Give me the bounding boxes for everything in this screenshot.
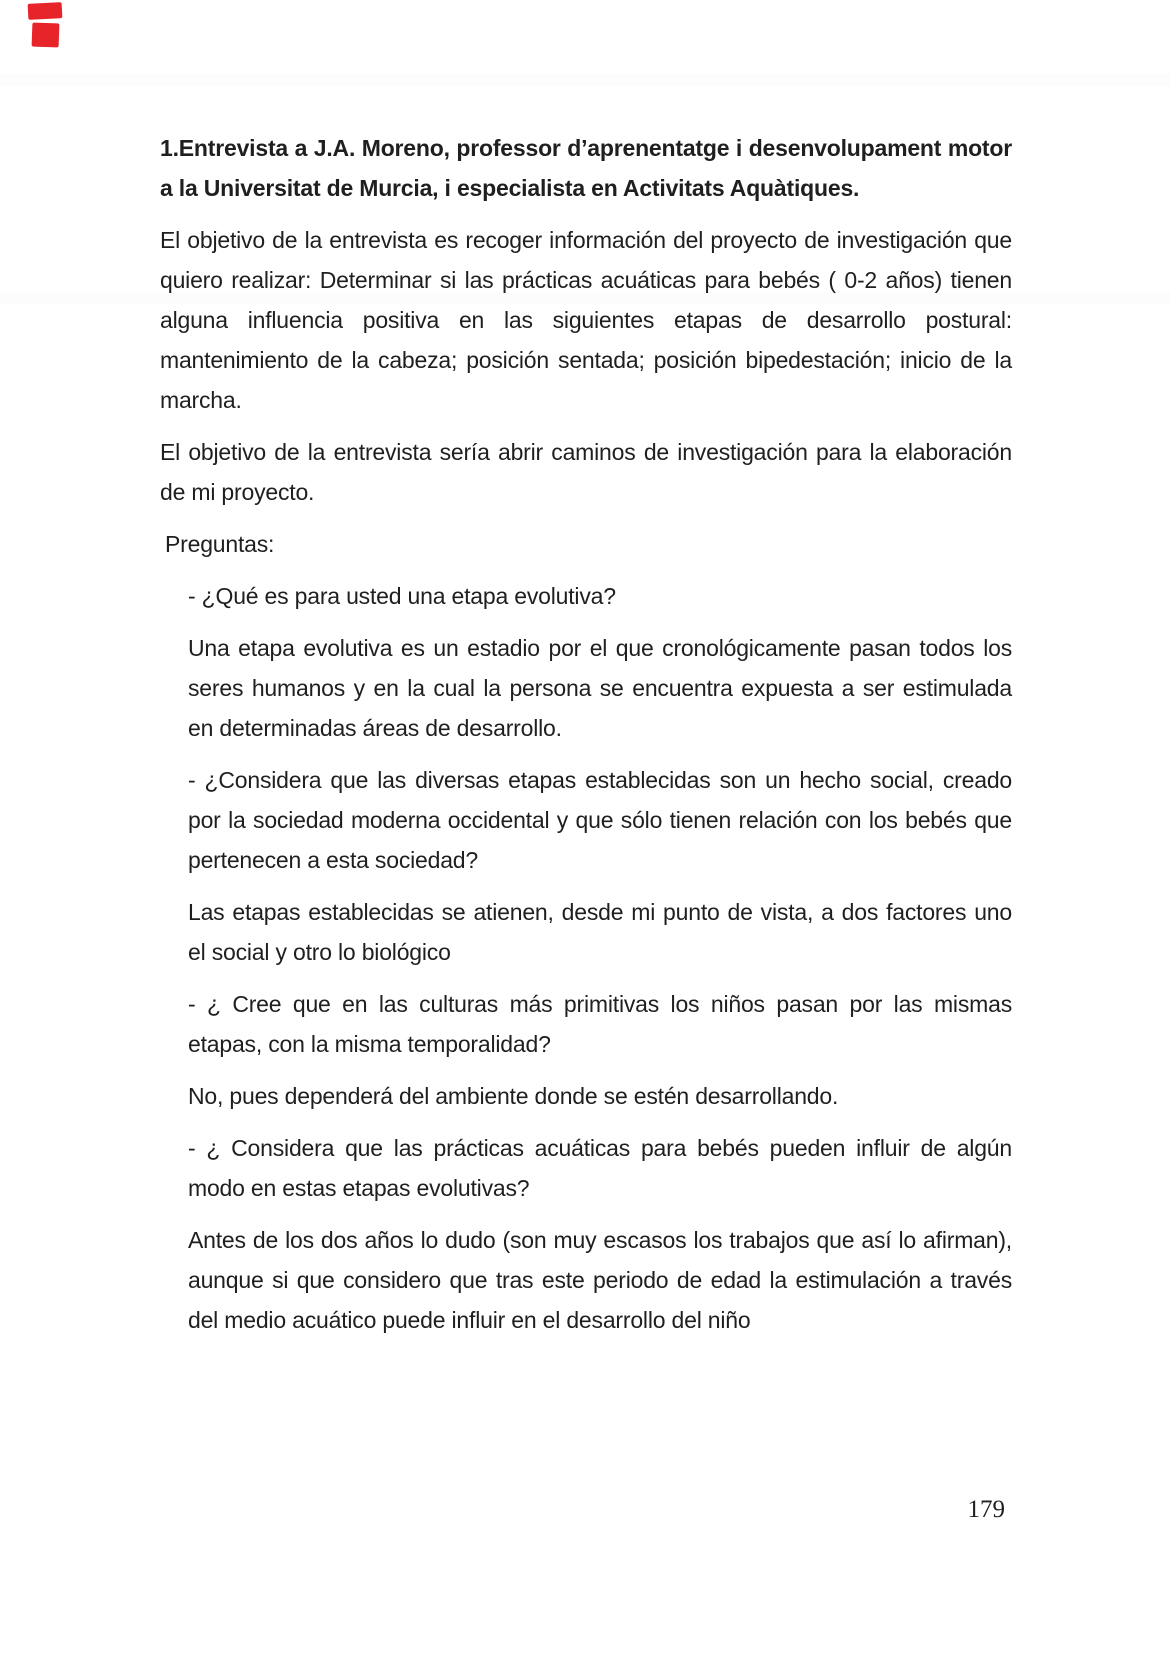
question-1: - ¿Qué es para usted una etapa evolutiva? bbox=[188, 583, 616, 609]
question-2: - ¿Considera que las diversas etapas establecidas son un hecho social, creado por la sociedad moderna occidental y que sólo tienen relación con los bebés que pertenecen a esta sociedad? bbox=[188, 767, 1012, 873]
answer-4: Antes de los dos años lo dudo (son muy escasos los trabajos que así lo afirman), aunque si que considero que tras este periodo de edad la estimulación a través del medio acuático puede influir en el desarrollo del niño bbox=[188, 1227, 1012, 1333]
red-pen-mark bbox=[28, 2, 63, 20]
document-content bbox=[160, 128, 1012, 1352]
question-3: - ¿ Cree que en las culturas más primitivas los niños pasan por las mismas etapas, con la misma temporalidad? bbox=[188, 991, 1012, 1057]
intro-paragraph-1: El objetivo de la entrevista es recoger información del proyecto de investigación que quiero realizar: Determinar si las prácticas acuáticas para bebés ( 0-2 años) tienen alguna influencia positiva en las siguientes etapas de desarrollo postural: mantenimiento de la cabeza; posición sentada; posición bipedestación; inicio de la marcha. bbox=[160, 227, 1012, 413]
answer-3: No, pues dependerá del ambiente donde se estén desarrollando. bbox=[188, 1083, 839, 1109]
intro-paragraph-2: El objetivo de la entrevista sería abrir caminos de investigación para la elaboración de mi proyecto. bbox=[160, 439, 1012, 505]
answer-1: Una etapa evolutiva es un estadio por el que cronológicamente pasan todos los seres humanos y en la cual la persona se encuentra expuesta a ser estimulada en determinadas áreas de desarrollo. bbox=[188, 635, 1012, 741]
question-4: - ¿ Considera que las prácticas acuáticas para bebés pueden influir de algún modo en estas etapas evolutivas? bbox=[188, 1135, 1012, 1201]
page-number: 179 bbox=[967, 1496, 1005, 1523]
answer-2: Las etapas establecidas se atienen, desde mi punto de vista, a dos factores uno el social y otro lo biológico bbox=[188, 899, 1012, 965]
scan-artifact-band bbox=[0, 74, 1170, 86]
red-pen-mark bbox=[32, 23, 60, 48]
questions-label: Preguntas: bbox=[165, 531, 275, 557]
document-heading: 1.Entrevista a J.A. Moreno, professor d’aprenentatge i desenvolupament motor a la Universitat de Murcia, i especialista en Activitats Aquàtiques. bbox=[160, 135, 1012, 201]
